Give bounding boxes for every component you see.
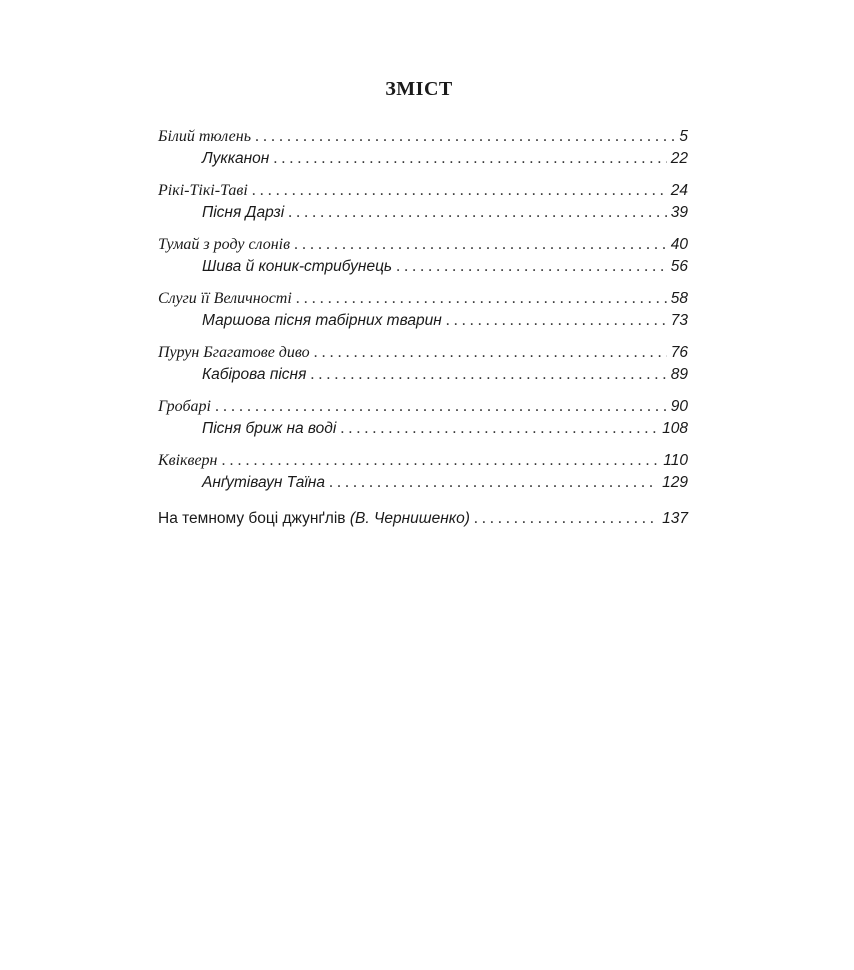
toc-group [158,180,688,224]
toc-entry-title: Гробарі [158,398,211,415]
toc-page-number: 110 [663,452,688,469]
dot-leader [329,472,658,494]
toc-entry-title: Слуги її Величності [158,290,292,307]
table-of-contents [158,126,688,530]
toc-subentry-title: Лукканон [202,150,270,167]
toc-group [158,234,688,278]
toc-page-number: 108 [662,420,688,437]
toc-page-number: 129 [662,474,688,491]
page-title: ЗМІСТ [385,78,453,100]
dot-leader [288,202,667,224]
dot-leader [314,342,667,364]
toc-subentry-title: Анґутіваун Таїна [202,474,326,491]
dot-leader [474,508,658,530]
toc-group [158,126,688,170]
toc-page-number: 137 [662,510,688,527]
toc-page-number: 56 [670,258,688,275]
toc-page-number: 39 [670,204,688,221]
toc-group [158,342,688,386]
toc-page-number: 22 [670,150,688,167]
dot-leader [252,180,667,202]
toc-page-number: 76 [670,344,688,361]
toc-subentry[interactable] [158,256,688,278]
toc-afterword-entry[interactable] [158,508,688,530]
toc-group [158,288,688,332]
toc-entry[interactable] [158,126,688,148]
afterword-title [158,508,474,530]
toc-entry[interactable] [158,450,688,472]
dot-leader [396,256,667,278]
toc-entry[interactable] [158,234,688,256]
dot-leader [310,364,666,386]
toc-page-number: 90 [670,398,688,415]
dot-leader [273,148,666,170]
toc-page-number: 5 [679,128,688,145]
toc-entry-title: Тумай з роду слонів [158,236,291,253]
dot-leader [221,450,659,472]
toc-subentry-title: Кабірова пісня [202,366,307,383]
toc-subentry[interactable] [158,148,688,170]
toc-entry-title: Пурун Бгагатове диво [158,344,310,361]
dot-leader [215,396,667,418]
toc-subentry-title: Пісня Дарзі [202,204,285,221]
toc-subentry-title: Маршова пісня табірних тварин [202,312,442,329]
toc-entry-title: Білий тюлень [158,128,251,145]
toc-subentry-title: Шива й коник-стрибунець [202,258,393,275]
toc-entry[interactable] [158,396,688,418]
toc-page-number: 89 [670,366,688,383]
toc-subentry-title: Пісня бриж на воді [202,420,337,437]
toc-page-number: 73 [670,312,688,329]
toc-page-number: 40 [670,236,688,253]
toc-entry-title: Квікверн [158,452,218,469]
dot-leader [255,126,675,148]
afterword-author: (В. Чернишенко) [349,510,470,527]
toc-entry-title: Рікі-Тікі-Таві [158,182,248,199]
dot-leader [294,234,667,256]
toc-group [158,450,688,494]
toc-group [158,396,688,440]
toc-entry[interactable] [158,342,688,364]
toc-entry[interactable] [158,288,688,310]
toc-page-number: 58 [670,290,688,307]
toc-subentry[interactable] [158,364,688,386]
toc-subentry[interactable] [158,310,688,332]
toc-entry[interactable] [158,180,688,202]
toc-subentry[interactable] [158,472,688,494]
dot-leader [296,288,667,310]
toc-subentry[interactable] [158,418,688,440]
toc-page-number: 24 [670,182,688,199]
dot-leader [340,418,658,440]
dot-leader [446,310,667,332]
toc-subentry[interactable] [158,202,688,224]
afterword-label: На темному боці джунґлів [158,510,346,527]
